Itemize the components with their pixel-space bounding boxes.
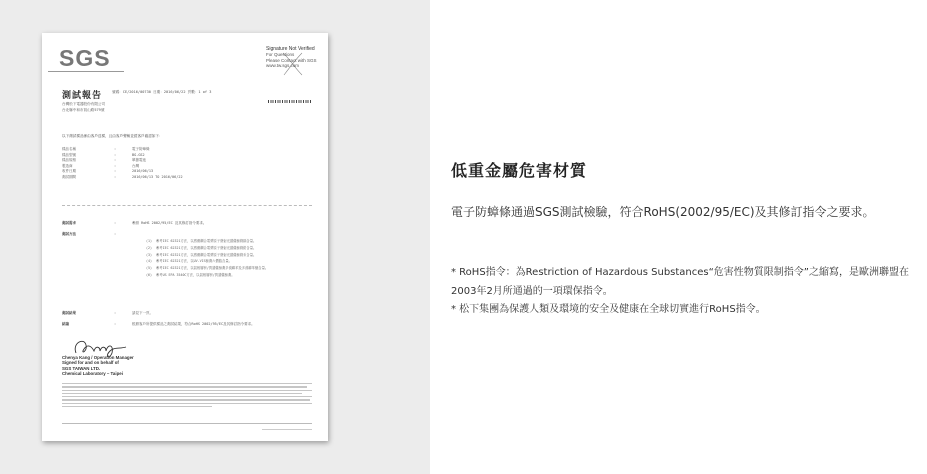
test-request: 測試需求 : 參照 RoHS 2002/95/EC 及其修訂指令要求。 測試方法 :: [62, 221, 207, 236]
note-item: * RoHS指令：為Restriction of Hazardous Substances“危害性物質限制指令”之縮寫，是歐洲聯盟在2003年2月所通過的一項環保指令。: [451, 267, 909, 297]
info-row: 樣品型號 : BG-GS2: [62, 152, 145, 157]
signer-line: Signed for and on behalf of: [62, 360, 119, 366]
verify-title: Signature Not Verified: [266, 46, 315, 52]
applicant-block: [62, 101, 105, 113]
barcode: [268, 100, 312, 103]
info-row: 樣品名稱 : 電子防蟑條: [62, 147, 150, 151]
method-item: (5) 參考IEC 62321方法，以氣相層析/質譜儀檢測多溴聯苯及多溴聯苯醚含量。: [146, 266, 269, 271]
verify-line: www.tw.sgs.com: [266, 63, 300, 69]
note-item: * 松下集團為保護人類及環境的安全及健康在全球切實進行RoHS指令。: [451, 304, 766, 315]
notes: [451, 264, 921, 320]
signer-line: Chenya Kang / Operation Manager: [62, 355, 134, 360]
test-methods: [62, 239, 304, 280]
info-row: 測試期間 : 2016/06/13 TO 2016/06/22: [62, 174, 183, 179]
applicant-line: 台北縣中和市員山路579號: [62, 108, 105, 112]
verify-line: For Questions: [266, 52, 295, 58]
signer-block: [62, 355, 134, 377]
logo-rule: [48, 71, 124, 72]
signature-verification-note: [266, 47, 324, 69]
divider: [62, 205, 312, 206]
info-row: 樣品規格 : 單節電池: [62, 158, 146, 163]
sgs-test-report-image: [42, 33, 328, 441]
info-row: 製造商 : 台灣: [62, 163, 139, 168]
page-title: 低重金屬危害材質: [451, 161, 588, 180]
test-results: 測試結果 : 請見下一頁。 結論 : 根據客戶所提供樣品之測試結果，符合RoHS 2002/95/EC及其修訂指令要求。: [62, 311, 255, 326]
method-item: (6) 參考US EPA 3540C方法，以氣相層析/質譜儀檢測。: [146, 272, 235, 277]
report-title: 測試報告: [62, 91, 103, 101]
footer-line: [62, 423, 312, 424]
method-item: (1) 參考IEC 62321方法，以感應耦合電漿原子發射光譜儀檢測鎘含量。: [146, 239, 257, 243]
report-intro: 以下測試樣品係由客戶送樣，且由客戶聲稱並經客戶確認如下：: [62, 134, 163, 138]
signer-line: SGS TAIWAN LTD.: [62, 365, 101, 371]
signer-line: Chemical Laboratory – Taipei: [62, 371, 123, 377]
method-item: (2) 參考IEC 62321方法，以感應耦合電漿原子發射光譜儀檢測鉛含量。: [146, 245, 257, 250]
certificate-panel: [0, 0, 430, 474]
sample-info: [62, 147, 183, 181]
sgs-logo: SGS: [59, 45, 111, 71]
description: 電子防蟑條通過SGS測試檢驗，符合RoHS(2002/95/EC)及其修訂指令之要求。: [451, 205, 875, 219]
verify-line: Please Contact with SGS: [266, 57, 317, 63]
report-meta: 號碼：CE/2016/00730 日期：2016/06/22 頁數：1 of 3: [112, 90, 212, 94]
applicant-line: 台灣松下電器股份有限公司: [62, 102, 106, 106]
method-item: (4) 參考IEC 62321方法，以UV-VIS檢測六價鉻含量。: [146, 259, 232, 264]
info-row: 收件日期 : 2016/06/13: [62, 169, 154, 174]
footer-line: [262, 429, 312, 430]
method-item: (3) 參考IEC 62321方法，以感應耦合電漿原子發射光譜儀檢測汞含量。: [146, 252, 257, 257]
fine-print: [62, 383, 312, 409]
